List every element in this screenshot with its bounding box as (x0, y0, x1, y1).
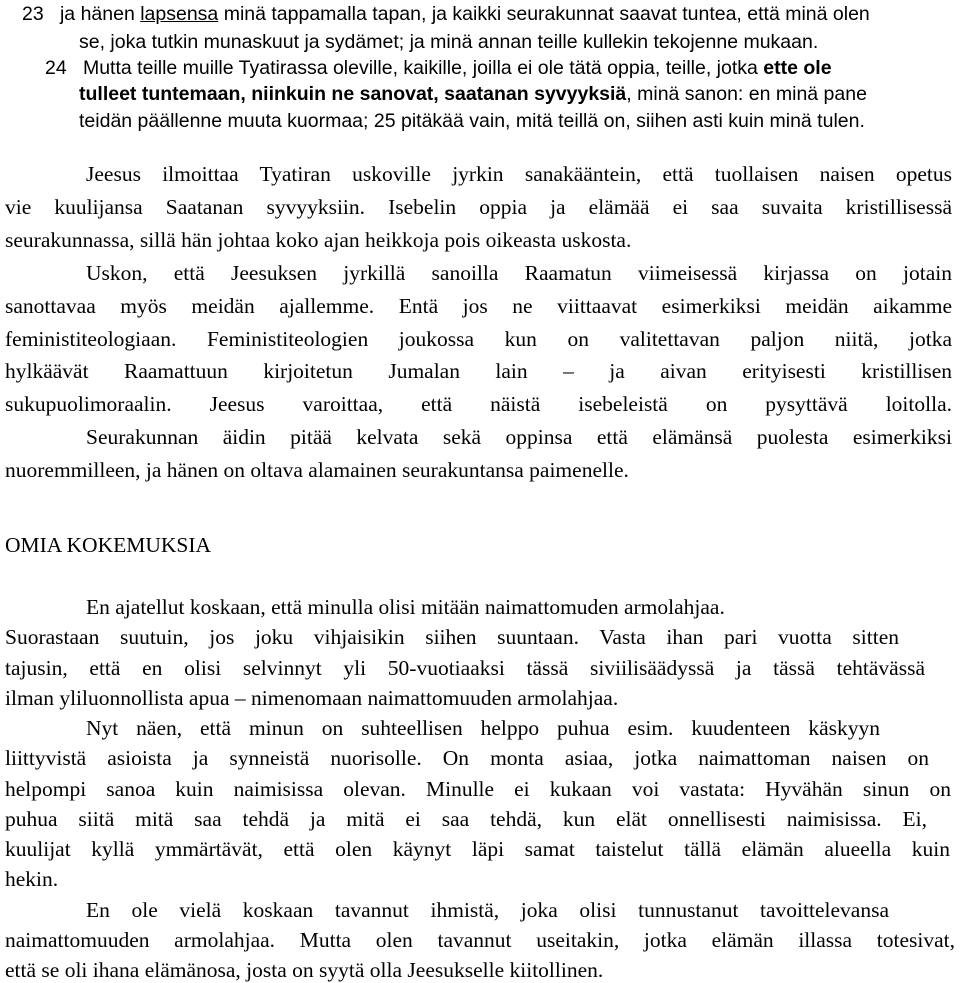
verse-23-line-1: 23 ja hänen lapsensa minä tappamalla tapan, ja kaikki seurakunnat saavat tuntea, että minä olen (22, 3, 870, 25)
paragraph-line: että se oli ihana elämänosa, josta on syytä olla Jeesukselle kiitollinen. (5, 958, 604, 982)
paragraph-line: nuoremmilleen, ja hänen on oltava alamainen seurakuntansa paimenelle. (5, 458, 629, 482)
paragraph-line: seurakunnassa, sillä hän johtaa koko ajan heikkoja pois oikeasta uskosta. (5, 228, 632, 252)
paragraph-line: helpompi sanoa kuin naimisissa olevan. Minulle ei kukaan voi vastata: Hyvähän sinun on (5, 777, 951, 801)
paragraph-line: puhua siitä mitä saa tehdä ja mitä ei saa tehdä, kun elät onnellisesti naimisissa. Ei, (5, 807, 927, 831)
paragraph-line: Jeesus ilmoittaa Tyatiran uskoville jyrkin sanakääntein, että tuollaisen naisen opetus (86, 162, 952, 186)
verse-24-line-2: tulleet tuntemaan, niinkuin ne sanovat, saatanan syvyyksiä, minä sanon: en minä pane (79, 83, 867, 105)
paragraph-line: sanottavaa myös meidän ajallemme. Entä jos ne viittaavat esimerkiksi meidän aikamme (5, 294, 952, 318)
paragraph-line: Suorastaan suutuin, jos joku vihjaisikin siihen suuntaan. Vasta ihan pari vuotta sitten (5, 625, 899, 649)
paragraph-line: ilman yliluonnollista apua – nimenomaan naimattomuuden armolahjaa. (5, 686, 619, 710)
paragraph-line: sukupuolimoraalin. Jeesus varoittaa, että näistä isebeleistä on pysyttävä loitolla. (5, 392, 952, 416)
emphasis-text: tulleet tuntemaan, niinkuin ne sanovat, saatanan syvyyksiä (79, 83, 627, 105)
verse-number: 24 (45, 57, 67, 79)
underlined-word: lapsensa (140, 3, 219, 25)
paragraph-line: liittyvistä asioista ja synneistä nuorisolle. On monta asiaa, jotka naimattoman naisen on (5, 746, 929, 770)
paragraph-line: En ole vielä koskaan tavannut ihmistä, joka olisi tunnustanut tavoittelevansa (86, 898, 889, 922)
paragraph-line: naimattomuuden armolahjaa. Mutta olen tavannut useitakin, jotka elämän illassa totesivat, (5, 928, 955, 952)
verse-24-line-3: teidän päällenne muuta kuormaa; 25 pitäkää vain, mitä teillä on, siihen asti kuin minä tulen. (79, 110, 865, 132)
paragraph-line: En ajatellut koskaan, että minulla olisi mitään naimattomuden armolahjaa. (86, 595, 725, 619)
paragraph-line: kuulijat kyllä ymmärtävät, että olen käynyt läpi samat taistelut tällä elämän alueella kuin (5, 837, 950, 861)
verse-24-line-1: 24 Mutta teille muille Tyatirassa oleville, kaikille, joilla ei ole tätä oppia, teille, jotka ette ole (45, 57, 832, 79)
paragraph-line: hekin. (5, 867, 59, 891)
paragraph-line: tajusin, että en olisi selvinnyt yli 50-vuotiaaksi tässä siviilisäädyssä ja tässä tehtävässä (5, 656, 925, 680)
paragraph-line: Seurakunnan äidin pitää kelvata sekä oppinsa että elämänsä puolesta esimerkiksi (86, 425, 952, 449)
paragraph-line: feministiteologiaan. Feministiteologien joukossa kun on valitettavan paljon niitä, jotka (5, 327, 952, 351)
verse-23-line-2: se, joka tutkin munaskuut ja sydämet; ja minä annan teille kullekin tekojenne mukaan. (79, 31, 819, 53)
paragraph-line: vie kuulijansa Saatanan syvyyksiin. Isebelin oppia ja elämää ei saa suvaita kristillisessä (5, 195, 952, 219)
paragraph-line: hylkäävät Raamattuun kirjoitetun Jumalan lain – ja aivan erityisesti kristillisen (5, 359, 952, 383)
section-heading: OMIA KOKEMUKSIA (5, 533, 212, 557)
paragraph-line: Nyt näen, että minun on suhteellisen helppo puhua esim. kuudenteen käskyyn (86, 716, 880, 740)
verse-number: 23 (22, 3, 44, 25)
emphasis-text: ette ole (763, 57, 832, 79)
paragraph-line: Uskon, että Jeesuksen jyrkillä sanoilla Raamatun viimeisessä kirjassa on jotain (86, 261, 952, 285)
